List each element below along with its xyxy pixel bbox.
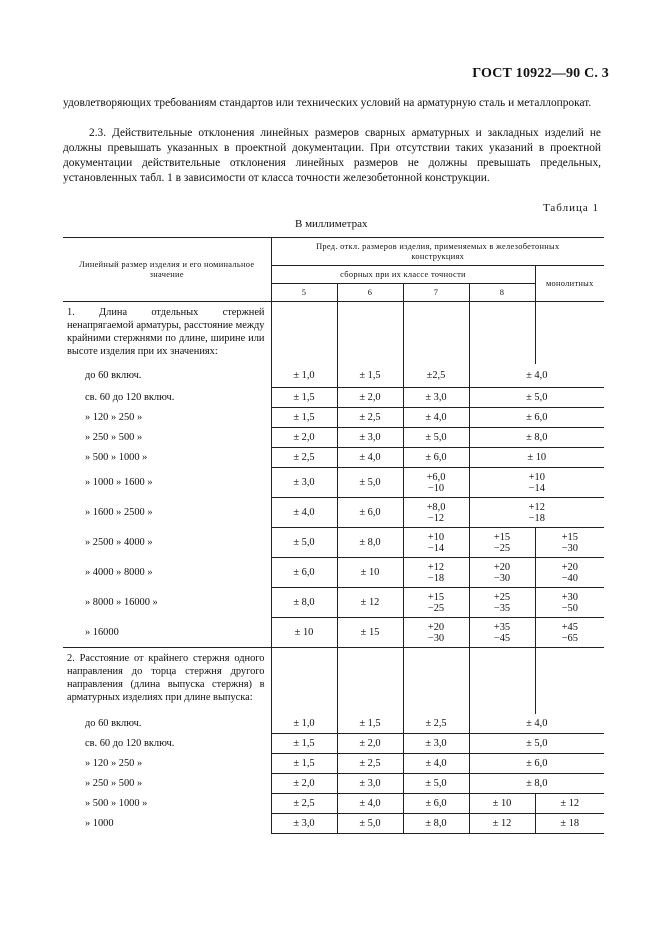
value-class-6: ± 1,5 — [359, 369, 381, 381]
value-class-6: ± 2,0 — [359, 738, 381, 749]
row-label: » 120 » 250 » — [85, 758, 143, 769]
row-label: » 1600 » 2500 » — [85, 507, 153, 518]
value-class-7: +12 −18 — [427, 561, 445, 584]
value-class-6: ± 5,0 — [359, 818, 381, 829]
row-label: » 120 » 250 » — [85, 412, 143, 423]
value-class-6: ± 6,0 — [359, 507, 381, 518]
tolerance-table — [63, 237, 604, 834]
value-class-6: ± 8,0 — [359, 537, 381, 548]
value-class-5: ± 1,5 — [293, 412, 315, 423]
row-label: » 250 » 500 » — [85, 432, 143, 443]
value-class-7: +10 −14 — [427, 531, 445, 554]
value-class-6: ± 15 — [360, 627, 380, 638]
value-class-7: ± 3,0 — [425, 392, 447, 403]
value-monolith: +15 −30 — [561, 531, 578, 554]
table-row — [63, 588, 604, 618]
value-class-5: ± 1,5 — [293, 392, 315, 403]
value-class-7: ± 2,5 — [425, 717, 447, 729]
value-class-7: +8,0 −12 — [426, 501, 446, 524]
table-row — [63, 528, 604, 558]
value-class-8: +15 −25 — [493, 531, 511, 554]
value-class-5: ± 5,0 — [293, 537, 315, 548]
value-class-5: ± 1,0 — [293, 369, 315, 381]
value-monolith: ± 18 — [560, 818, 580, 829]
value-class-8-monolith: ± 8,0 — [526, 778, 548, 789]
column-header-size: Линейный размер изделия и его номинальное значение — [63, 238, 271, 302]
value-class-6: ± 1,5 — [359, 717, 381, 729]
paragraph-2-3: 2.3. Действительные отклонения линейных размеров сварных арматурных и закладных изделий не должны превышать указанных в проектной документации. При отсутствии таких указаний в проектной документации действительные отклонения линейных размеров не должны превышать предельных, установленных табл. 1 в зависимости от класса точности железобетонной конструкции. — [63, 127, 601, 184]
value-class-7: +15 −25 — [427, 591, 445, 614]
section-title: 1. Длина отдельных стержней ненапрягаемой арматуры, расстояние между крайними стержнями по длине, ширине или высоте изделия при их значениях: — [67, 307, 265, 357]
table-row — [63, 754, 604, 774]
value-class-7: ± 3,0 — [425, 738, 447, 749]
value-class-7: ± 6,0 — [425, 452, 447, 463]
table-row — [63, 448, 604, 468]
value-class-7: ± 5,0 — [425, 778, 447, 789]
value-class-7: ± 8,0 — [425, 818, 447, 829]
row-label: » 1000 — [85, 818, 114, 829]
value-class-8-monolith: ± 4,0 — [526, 717, 548, 729]
value-class-7: +6,0 −10 — [426, 471, 446, 494]
table-section-title-row — [63, 648, 604, 714]
class-8-header: 8 — [469, 284, 535, 302]
value-class-8-monolith: ± 5,0 — [526, 392, 548, 403]
table-row — [63, 498, 604, 528]
row-label: до 60 включ. — [85, 370, 142, 381]
value-class-5: ± 3,0 — [293, 477, 315, 488]
value-class-6: ± 5,0 — [359, 477, 381, 488]
table-row — [63, 364, 604, 388]
page-header: ГОСТ 10922—90 С. 3 — [472, 66, 609, 81]
row-label: св. 60 до 120 включ. — [85, 392, 175, 403]
value-class-5: ± 3,0 — [293, 818, 315, 829]
value-class-6: ± 2,0 — [359, 392, 381, 403]
sub-header-prefab: сборных при их классе точности — [271, 266, 535, 284]
table-row — [63, 814, 604, 834]
section-title: 2. Расстояние от крайнего стержня одного направления до торца стержня другого направления (длина выпуска стержня) в арматурных изделиях при длине выпуска: — [67, 653, 265, 703]
row-label: » 8000 » 16000 » — [85, 597, 158, 608]
row-label: » 2500 » 4000 » — [85, 537, 153, 548]
table-row — [63, 714, 604, 734]
value-class-5: ± 1,5 — [293, 758, 315, 769]
table-row — [63, 734, 604, 754]
value-class-5: ± 2,5 — [293, 798, 315, 809]
value-class-8: +25 −35 — [493, 591, 511, 614]
table-row — [63, 774, 604, 794]
value-monolith: +20 −40 — [561, 561, 578, 584]
row-label: » 250 » 500 » — [85, 778, 143, 789]
table-row — [63, 618, 604, 648]
value-class-7: ± 4,0 — [425, 758, 447, 769]
value-class-5: ± 10 — [294, 627, 314, 638]
value-class-6: ± 2,5 — [359, 412, 381, 423]
table-row — [63, 558, 604, 588]
value-class-8-monolith: ± 6,0 — [526, 412, 548, 423]
value-class-7: ± 5,0 — [425, 432, 447, 443]
table-row — [63, 408, 604, 428]
table-row — [63, 794, 604, 814]
value-class-8-monolith: +12 −18 — [528, 501, 545, 524]
table-row — [63, 388, 604, 408]
value-class-8-monolith: ± 6,0 — [526, 758, 548, 769]
value-class-8: ± 12 — [492, 818, 512, 829]
row-label: » 500 » 1000 » — [85, 452, 148, 463]
value-monolith: +30 −50 — [561, 591, 578, 614]
table-row — [63, 468, 604, 498]
column-header-group: Пред. откл. размеров изделия, применяемых в железобетонных конструкциях — [271, 238, 604, 266]
value-class-7: ± 6,0 — [425, 798, 447, 809]
value-class-6: ± 3,0 — [359, 432, 381, 443]
value-monolith: +45 −65 — [561, 621, 578, 644]
value-monolith: ± 12 — [560, 798, 580, 809]
value-class-6: ± 12 — [360, 597, 380, 608]
value-class-8-monolith: ± 4,0 — [526, 369, 548, 381]
table-units: В миллиметрах — [295, 218, 368, 230]
row-label: » 16000 — [85, 626, 119, 638]
value-class-8-monolith: ± 5,0 — [526, 738, 548, 749]
row-label: » 1000 » 1600 » — [85, 477, 153, 488]
class-7-header: 7 — [403, 284, 469, 302]
value-class-8: +20 −30 — [493, 561, 511, 584]
value-class-8: +35 −45 — [493, 621, 511, 644]
value-class-6: ± 2,5 — [359, 758, 381, 769]
value-class-7: ± 4,0 — [425, 412, 447, 423]
value-class-8-monolith: +10 −14 — [528, 471, 545, 494]
value-class-5: ± 2,5 — [293, 452, 315, 463]
value-class-5: ± 1,0 — [293, 717, 315, 729]
row-label: » 500 » 1000 » — [85, 798, 148, 809]
class-5-header: 5 — [271, 284, 337, 302]
class-6-header: 6 — [337, 284, 403, 302]
value-class-5: ± 6,0 — [293, 567, 315, 578]
value-class-6: ± 4,0 — [359, 798, 381, 809]
value-class-8-monolith: ± 10 — [527, 452, 547, 463]
value-class-7: ±2,5 — [426, 369, 446, 381]
value-class-8-monolith: ± 8,0 — [526, 432, 548, 443]
value-class-6: ± 4,0 — [359, 452, 381, 463]
value-class-6: ± 10 — [360, 567, 380, 578]
row-label: до 60 включ. — [85, 718, 142, 729]
value-class-5: ± 2,0 — [293, 432, 315, 443]
value-class-5: ± 4,0 — [293, 507, 315, 518]
table-row — [63, 428, 604, 448]
table-label: Таблица 1 — [542, 202, 599, 214]
value-class-5: ± 2,0 — [293, 778, 315, 789]
sub-header-monolith: монолитных — [535, 266, 604, 302]
paragraph-continuation: удовлетворяющих требованиям стандартов или технических условий на арматурную сталь и металлопрокат. — [63, 97, 592, 109]
value-class-8: ± 10 — [492, 798, 512, 809]
row-label: св. 60 до 120 включ. — [85, 738, 175, 749]
value-class-7: +20 −30 — [427, 621, 445, 644]
value-class-5: ± 1,5 — [293, 738, 315, 749]
value-class-5: ± 8,0 — [293, 597, 315, 608]
table-section-title-row — [63, 302, 604, 364]
value-class-6: ± 3,0 — [359, 778, 381, 789]
row-label: » 4000 » 8000 » — [85, 567, 153, 578]
